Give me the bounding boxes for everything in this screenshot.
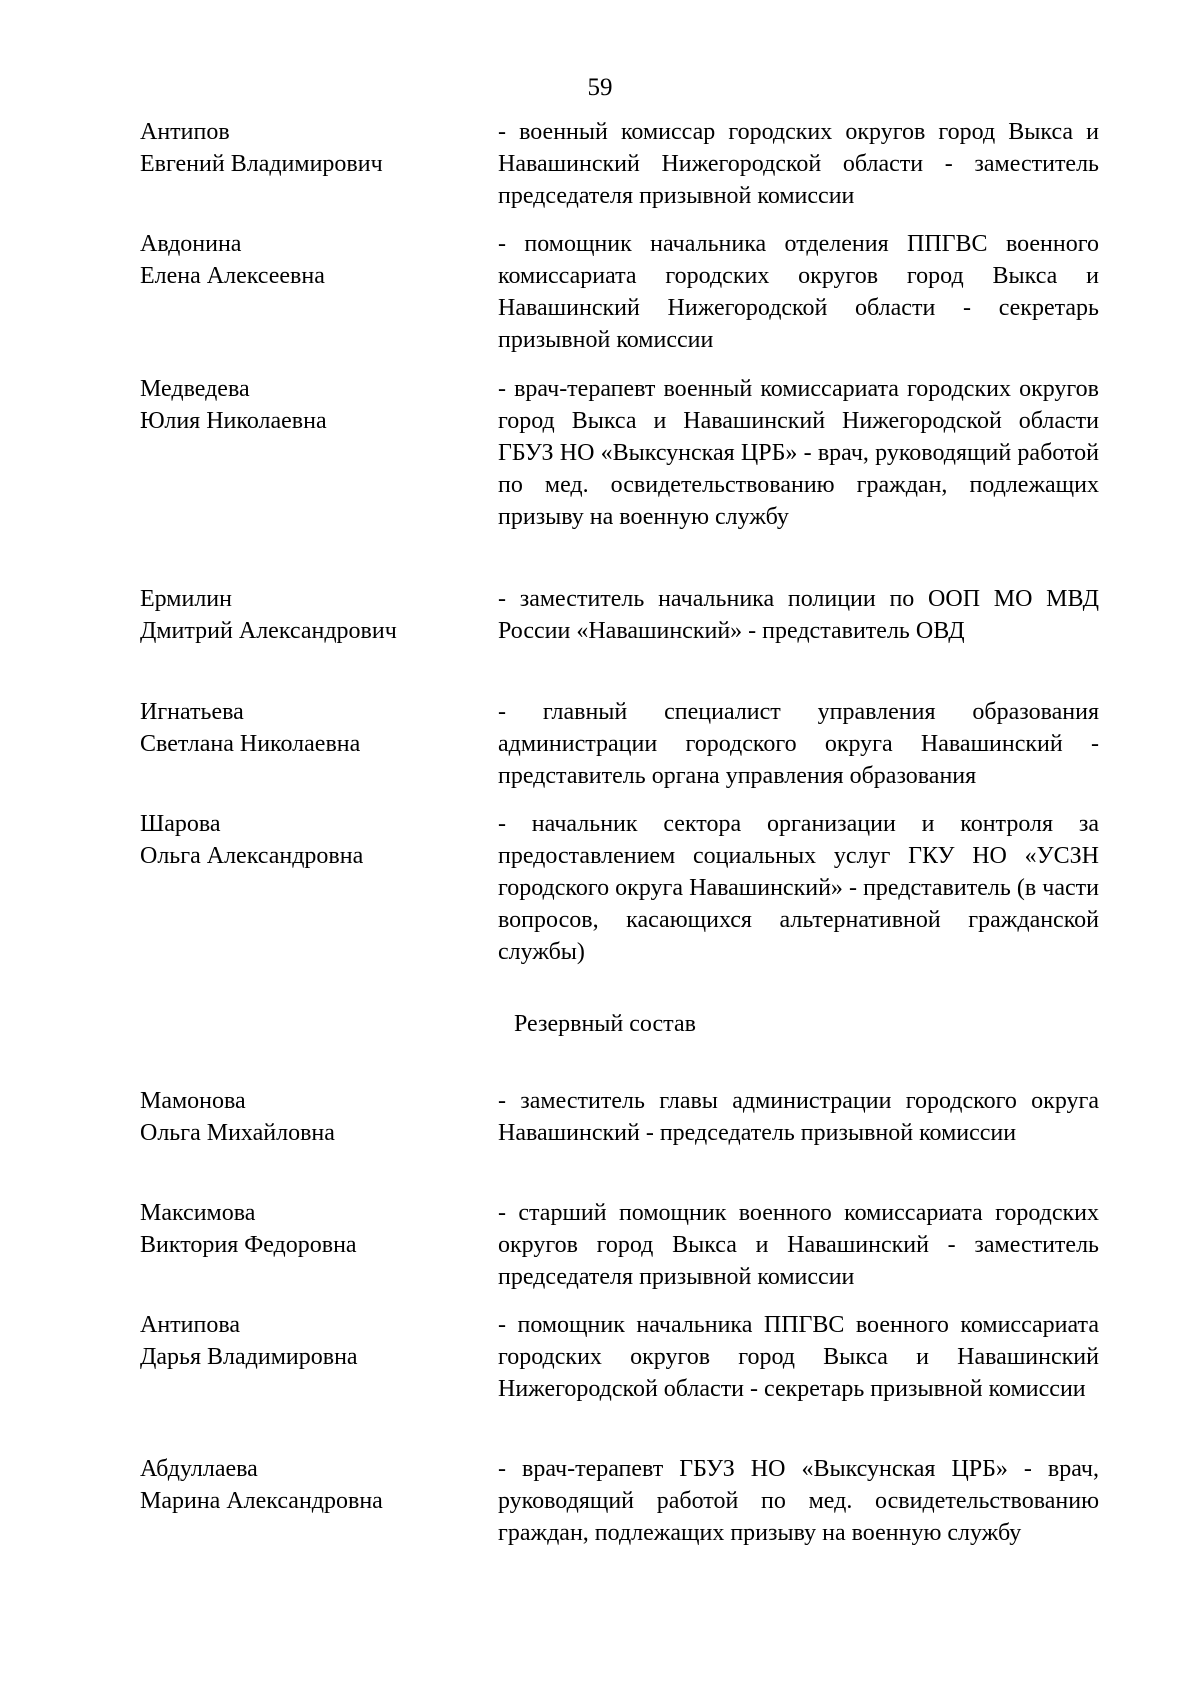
member-given-names: Светлана Николаевна <box>140 731 361 757</box>
member-role: - главный специалист управления образования администрации городского округа Навашинский - представитель органа управления образования <box>498 699 1099 789</box>
member-name <box>140 1085 498 1149</box>
member-given-names: Виктория Федоровна <box>140 1232 357 1258</box>
member-name <box>140 1453 498 1517</box>
member-surname: Медведева <box>140 376 250 402</box>
member-name <box>140 696 498 760</box>
member-surname: Ермилин <box>140 586 232 612</box>
member-name <box>140 808 498 872</box>
member-given-names: Марина Александровна <box>140 1488 383 1514</box>
member-name <box>140 373 498 437</box>
member-surname: Антипов <box>140 119 230 145</box>
member-given-names: Евгений Владимирович <box>140 151 383 177</box>
member-given-names: Дарья Владимировна <box>140 1344 358 1370</box>
member-role: - заместитель главы администрации городского округа Навашинский - председатель призывной комиссии <box>498 1088 1099 1146</box>
member-given-names: Ольга Александровна <box>140 843 364 869</box>
member-entry <box>140 373 1100 533</box>
member-surname: Антипова <box>140 1312 241 1338</box>
member-entry <box>140 808 1100 968</box>
member-role: - врач-терапевт ГБУЗ НО «Выксунская ЦРБ» - врач, руководящий работой по мед. освидетельствованию граждан, подлежащих призыву на военную службу <box>498 1456 1099 1546</box>
member-surname: Авдонина <box>140 231 242 257</box>
member-surname: Максимова <box>140 1200 256 1226</box>
member-entry <box>140 1453 1100 1549</box>
member-role: - начальник сектора организации и контроля за предоставлением социальных услуг ГКУ НО «УСЗН городского округа Навашинский» - представитель (в части вопросов, касающихся альтернативной гражданской службы) <box>498 811 1099 965</box>
member-name <box>140 1309 498 1373</box>
page-number: 59 <box>587 74 613 101</box>
member-role: - заместитель начальника полиции по ООП МО МВД России «Навашинский» - представитель ОВД <box>498 586 1099 644</box>
member-entry <box>140 1197 1100 1293</box>
member-given-names: Елена Алексеевна <box>140 263 325 289</box>
member-role: - старший помощник военного комиссариата городских округов город Выкса и Навашинский - заместитель председателя призывной комиссии <box>498 1200 1099 1290</box>
reserve-section-title: Резервный состав <box>514 1011 696 1037</box>
member-entry <box>140 228 1100 356</box>
member-name <box>140 116 498 180</box>
member-name <box>140 228 498 292</box>
member-entry <box>140 1309 1100 1405</box>
member-role: - помощник начальника отделения ППГВС военного комиссариата городских округов город Выкса и Навашинский Нижегородской области - секретарь призывной комиссии <box>498 231 1099 353</box>
member-entry <box>140 696 1100 792</box>
member-given-names: Юлия Николаевна <box>140 408 327 434</box>
member-surname: Шарова <box>140 811 221 837</box>
member-role: - врач-терапевт военный комиссариата городских округов город Выкса и Навашинский Нижегородской области ГБУЗ НО «Выксунская ЦРБ» - врач, руководящий работой по мед. освидетельствованию граждан, подлежащих призыву на военную службу <box>498 376 1099 530</box>
member-entry <box>140 1085 1100 1149</box>
member-entry <box>140 116 1100 212</box>
member-entry <box>140 583 1100 647</box>
member-role: - помощник начальника ППГВС военного комиссариата городских округов город Выкса и Навашинский Нижегородской области - секретарь призывной комиссии <box>498 1312 1099 1402</box>
member-name <box>140 1197 498 1261</box>
member-surname: Абдуллаева <box>140 1456 258 1482</box>
member-surname: Мамонова <box>140 1088 246 1114</box>
member-name <box>140 583 498 647</box>
member-given-names: Дмитрий Александрович <box>140 618 397 644</box>
member-surname: Игнатьева <box>140 699 244 725</box>
member-role: - военный комиссар городских округов город Выкса и Навашинский Нижегородской области - заместитель председателя призывной комиссии <box>498 119 1099 209</box>
member-given-names: Ольга Михайловна <box>140 1120 335 1146</box>
